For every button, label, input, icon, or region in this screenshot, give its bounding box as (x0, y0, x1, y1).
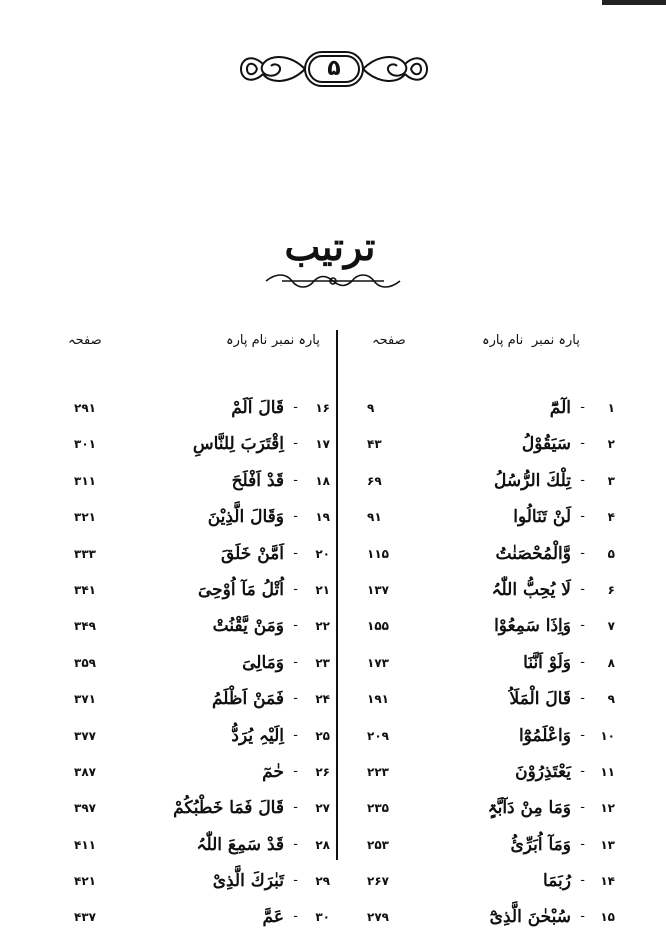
page-ref: ۴۳۷ (74, 910, 96, 925)
para-name: قَدْ سَمِعَ اللّٰہُ (196, 834, 284, 855)
para-name: قَالَ اَلَمْ (231, 398, 284, 418)
page-ref: ۱۳۷ (367, 582, 389, 597)
page-ref: ۲۹۱ (74, 401, 96, 415)
para-name: وَمَالِیَ (242, 652, 284, 673)
para-number: ۱۴ (600, 874, 615, 889)
separator-dash: - (580, 800, 585, 816)
separator-dash: - (293, 727, 298, 743)
para-number: ۲۴ (315, 692, 330, 707)
header-para-number-right: پارہ نمبر (532, 333, 580, 348)
para-number: ۲۰ (315, 546, 330, 561)
para-number: ۱۸ (315, 473, 330, 488)
page-ref: ۳۴۹ (74, 619, 96, 634)
para-name: اِقْتَرَبَ لِلنَّاسِ (192, 434, 284, 455)
separator-dash: - (580, 618, 585, 634)
header-para-name-left: نام پارہ (226, 333, 268, 348)
para-name: الٓمّٓ (549, 398, 571, 418)
separator-dash: - (580, 873, 585, 889)
page-ref: ۱۹۱ (367, 692, 389, 707)
para-number: ۳ (607, 473, 615, 488)
page-title: ترتیب (284, 224, 376, 269)
para-name: سُبْحٰنَ الَّذِیْٓ (489, 907, 571, 928)
header-para-name-right: نام پارہ (482, 333, 524, 348)
toc-row (355, 651, 615, 687)
page-ref: ۲۰۹ (367, 728, 389, 743)
toc-row (355, 760, 615, 796)
para-number: ۲۵ (315, 728, 330, 743)
toc-row (355, 432, 615, 468)
toc-row (355, 905, 615, 941)
para-name: وَمَا مِنْ دَآبَّۃٍ (487, 798, 571, 819)
page-ref: ۳۷۷ (74, 728, 96, 743)
separator-dash: - (580, 836, 585, 852)
separator-dash: - (293, 581, 298, 597)
toc-row (355, 869, 615, 905)
para-number: ۴ (607, 510, 615, 525)
page-ref: ۱۵۵ (367, 619, 389, 634)
separator-dash: - (293, 691, 298, 707)
toc-row (60, 905, 336, 941)
header-page-right: صفحہ (372, 333, 406, 348)
page-ref: ۳۵۹ (74, 655, 96, 670)
para-number: ۲۳ (315, 655, 330, 670)
para-number: ۲۹ (315, 874, 330, 889)
separator-dash: - (580, 763, 585, 779)
toc-row (355, 542, 615, 578)
para-name: وَمَنْ یَّقْنُتْ (212, 616, 284, 637)
para-name: اِلَیْہِ یُرَدُّ (231, 725, 284, 746)
toc-row (355, 687, 615, 723)
page-ref: ۴۳ (367, 437, 382, 452)
separator-dash: - (293, 436, 298, 452)
para-number: ۳۰ (315, 910, 330, 925)
toc-row (60, 505, 336, 541)
page-ref: ۳۱۱ (74, 473, 96, 488)
toc-row (60, 542, 336, 578)
para-number: ۱۵ (600, 910, 615, 925)
para-number: ۲۷ (315, 801, 330, 816)
para-number: ۱۷ (315, 437, 330, 452)
page-ref: ۳۸۷ (74, 764, 96, 779)
toc-row (60, 578, 336, 614)
para-name: تِلْكَ الرُّسُلُ (493, 470, 571, 491)
toc-row (355, 396, 615, 432)
para-number: ۷ (607, 619, 615, 634)
para-number: ۱۶ (315, 401, 330, 415)
para-name: وَّالْمُحْصَنٰتُ (495, 543, 571, 564)
toc-row (355, 833, 615, 869)
toc-row (60, 796, 336, 832)
para-name: قَدْ اَفْلَحَ (231, 470, 284, 491)
para-number: ۵ (607, 546, 615, 561)
column-divider (336, 330, 338, 860)
separator-dash: - (580, 581, 585, 597)
header-para-number-left: پارہ نمبر (272, 333, 320, 348)
toc-row (60, 869, 336, 905)
separator-dash: - (580, 436, 585, 452)
toc-row (355, 724, 615, 760)
para-number: ۹ (607, 692, 615, 707)
toc-right-column (355, 396, 615, 942)
page-ref: ۳۲۱ (74, 510, 96, 525)
page-ref: ۳۰۱ (74, 437, 96, 452)
para-number: ۲۶ (315, 764, 330, 779)
para-number: ۱ (607, 401, 615, 415)
para-name: قَالَ الْمَلَاُ (509, 689, 571, 710)
page-ref: ۲۷۹ (367, 910, 389, 925)
para-name: لَنْ تَنَالُوا (513, 507, 571, 528)
separator-dash: - (293, 873, 298, 889)
page-number: ۵ (327, 56, 341, 81)
para-name: وَلَوْ اَنَّنَا (523, 652, 571, 673)
separator-dash: - (293, 763, 298, 779)
para-name: وَقَالَ الَّذِیْنَ (207, 507, 284, 528)
separator-dash: - (293, 654, 298, 670)
toc-row (355, 505, 615, 541)
para-number: ۸ (607, 655, 615, 670)
page-ref: ۳۹۷ (74, 801, 96, 816)
para-name: وَمَآ اُبَرِّئُ (510, 834, 571, 855)
page-ref: ۲۲۳ (367, 764, 389, 779)
para-number: ۱۳ (600, 837, 615, 852)
separator-dash: - (580, 472, 585, 488)
toc-row (60, 833, 336, 869)
para-number: ۲۲ (315, 619, 330, 634)
para-number: ۱۹ (315, 510, 330, 525)
para-name: حٰمٓ (262, 761, 284, 782)
corner-mark (602, 0, 666, 5)
page-ref: ۴۱۱ (74, 837, 96, 852)
toc-row (60, 687, 336, 723)
separator-dash: - (293, 909, 298, 925)
separator-dash: - (580, 654, 585, 670)
toc-row (60, 724, 336, 760)
separator-dash: - (293, 472, 298, 488)
page-ref: ۹۱ (367, 510, 382, 525)
separator-dash: - (293, 618, 298, 634)
toc-row (60, 651, 336, 687)
page-ref: ۲۳۵ (367, 801, 389, 816)
page-ref: ۱۷۳ (367, 655, 389, 670)
separator-dash: - (580, 909, 585, 925)
toc-row (60, 469, 336, 505)
toc-row (60, 396, 336, 432)
separator-dash: - (580, 509, 585, 525)
page-ref: ۳۴۱ (74, 582, 96, 597)
para-name: یَعْتَذِرُوْنَ (515, 761, 571, 782)
para-number: ۲۱ (315, 582, 330, 597)
toc-row (355, 796, 615, 832)
para-number: ۱۲ (600, 801, 615, 816)
separator-dash: - (293, 836, 298, 852)
separator-dash: - (580, 727, 585, 743)
page-ref: ۶۹ (367, 473, 382, 488)
separator-dash: - (580, 545, 585, 561)
page-ref: ۲۶۷ (367, 874, 389, 889)
para-name: لَا یُحِبُّ اللّٰہُ (491, 579, 571, 600)
toc-row (60, 432, 336, 468)
para-number: ۱۰ (600, 728, 615, 743)
page-ref: ۳۳۳ (74, 546, 96, 561)
page-ref: ۴۲۱ (74, 874, 96, 889)
title-ornament (262, 272, 404, 290)
toc-row (60, 614, 336, 650)
page-ref: ۹ (367, 401, 375, 415)
page-ref: ۲۵۳ (367, 837, 389, 852)
para-name: رُبَمَا (543, 871, 571, 892)
para-number: ۱۱ (600, 764, 615, 779)
separator-dash: - (293, 400, 298, 415)
para-number: ۶ (607, 582, 615, 597)
page-ref: ۱۱۵ (367, 546, 389, 561)
header-page-left: صفحہ (68, 333, 102, 348)
para-name: عَمَّ (262, 907, 284, 928)
toc-row (355, 578, 615, 614)
toc-row (355, 469, 615, 505)
toc-row (355, 614, 615, 650)
separator-dash: - (580, 691, 585, 707)
para-name: اَمَّنْ خَلَقَ (220, 543, 284, 564)
separator-dash: - (293, 509, 298, 525)
para-name: وَاعْلَمُوْٓا (518, 725, 571, 746)
separator-dash: - (293, 800, 298, 816)
para-name: تَبٰرَكَ الَّذِیْ (212, 871, 284, 892)
para-name: قَالَ فَمَا خَطْبُكُمْ (173, 798, 284, 819)
para-name: سَیَقُوْلُ (521, 434, 571, 455)
separator-dash: - (293, 545, 298, 561)
para-name: اُتْلُ مَآ اُوْحِیَ (197, 579, 284, 600)
separator-dash: - (580, 400, 585, 415)
para-name: فَمَنْ اَظْلَمُ (211, 689, 284, 710)
toc-row (60, 760, 336, 796)
para-name: وَاِذَا سَمِعُوْا (494, 616, 571, 637)
para-number: ۲۸ (315, 837, 330, 852)
toc-left-column (60, 396, 336, 942)
page-ref: ۳۷۱ (74, 692, 96, 707)
para-number: ۲ (607, 437, 615, 452)
